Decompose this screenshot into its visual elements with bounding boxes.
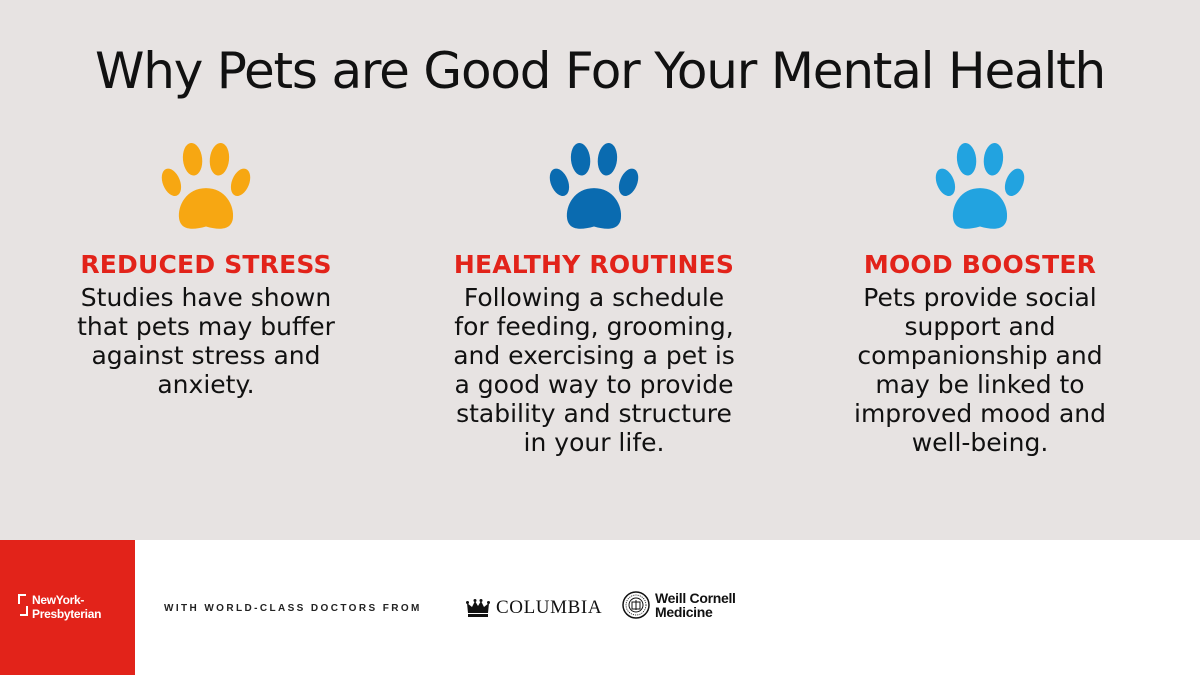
seal-icon: [622, 591, 650, 619]
paw-print-icon: [158, 140, 254, 240]
paw-print-icon: [932, 140, 1028, 240]
brand-name: [32, 593, 101, 621]
columbia-wordmark: COLUMBIA: [496, 597, 603, 618]
newyork-presbyterian-logo[interactable]: [0, 540, 135, 675]
benefit-heading: HEALTHY ROUTINES: [453, 250, 735, 279]
footer-tagline: WITH WORLD-CLASS DOCTORS FROM: [164, 603, 422, 614]
nyp-mark-icon: [18, 594, 28, 616]
benefit-heading: REDUCED STRESS: [80, 250, 332, 279]
benefit-description: Studies have shown that pets may buffer against stress and anxiety.: [77, 283, 335, 399]
paw-print-icon: [546, 140, 642, 240]
benefit-healthy-routines: [424, 140, 764, 457]
weill-wordmark: [655, 591, 736, 619]
weill-line-2: Medicine: [655, 604, 713, 620]
benefit-description: Pets provide social support and companionship and may be linked to improved mood and well-being.: [854, 283, 1106, 457]
benefit-heading: MOOD BOOSTER: [863, 250, 1097, 279]
benefit-description: Following a schedule for feeding, grooming, and exercising a pet is a good way to provide stability and structure in your life.: [453, 283, 735, 457]
page-title: Why Pets are Good For Your Mental Health: [94, 42, 1106, 100]
weill-line-1: Weill Cornell: [655, 590, 736, 606]
brand-line-1: NewYork-: [32, 593, 85, 607]
columbia-logo[interactable]: [466, 597, 602, 619]
footer-bar: [0, 540, 1200, 675]
benefit-reduced-stress: [36, 140, 376, 399]
benefit-mood-booster: [810, 140, 1150, 457]
crown-icon: [466, 599, 490, 617]
brand-line-2: Presbyterian: [32, 607, 102, 621]
weill-cornell-logo[interactable]: [622, 591, 736, 619]
